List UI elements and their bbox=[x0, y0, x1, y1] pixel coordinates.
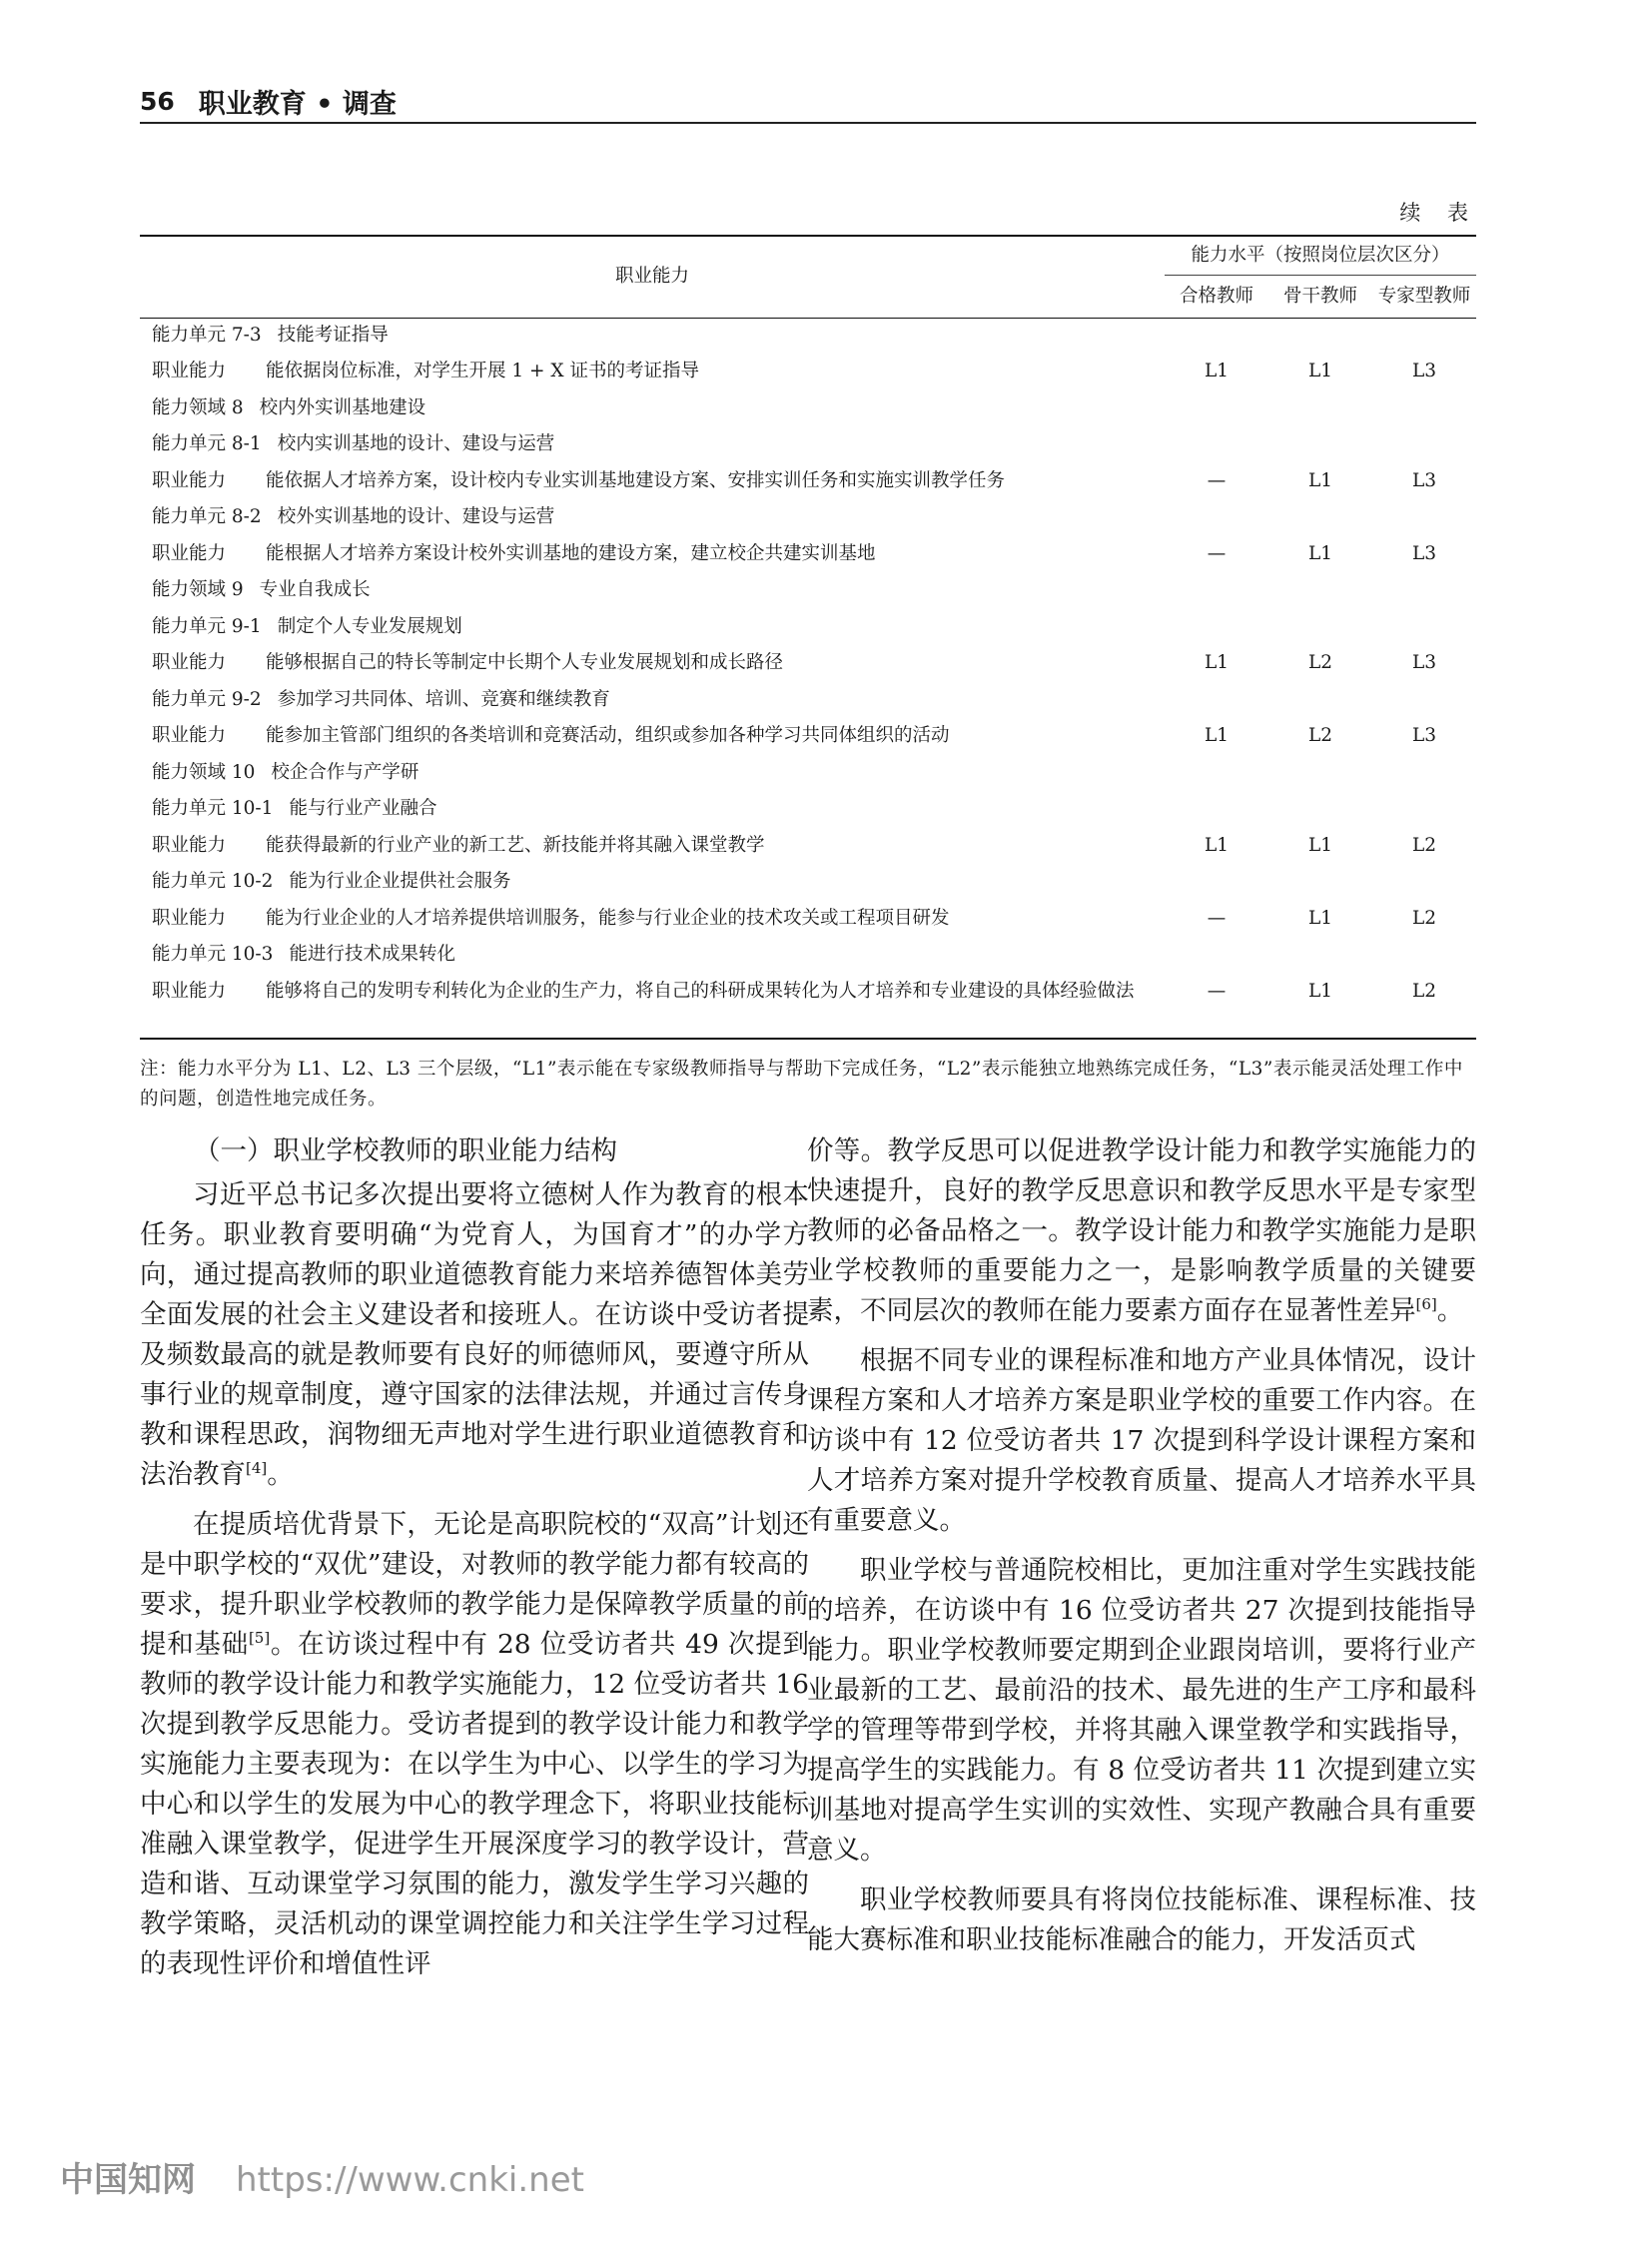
cnki-brand: 中国知网 bbox=[60, 2160, 196, 2200]
footer-watermark bbox=[60, 2152, 584, 2201]
competency-cell bbox=[140, 975, 1165, 1039]
table-row bbox=[140, 319, 1476, 356]
row-kind-label: 能力领域 9 bbox=[152, 579, 244, 600]
competency-cell bbox=[140, 829, 1165, 866]
table-body bbox=[140, 319, 1476, 1039]
row-description: 参加学习共同体、培训、竞赛和继续教育 bbox=[277, 688, 610, 710]
row-description: 校外实训基地的设计、建设与运营 bbox=[277, 506, 555, 527]
level-cell-backbone bbox=[1268, 865, 1372, 902]
row-kind-label: 能力单元 8-2 bbox=[152, 506, 262, 527]
competency-cell bbox=[140, 319, 1165, 356]
level-cell-qualified: — bbox=[1207, 469, 1227, 491]
level-cell-backbone bbox=[1268, 573, 1372, 610]
competency-cell bbox=[140, 792, 1165, 829]
level-cell-backbone bbox=[1268, 683, 1372, 720]
table-row bbox=[140, 573, 1476, 610]
level-cell-expert: L2 bbox=[1411, 907, 1437, 929]
table-row bbox=[140, 865, 1476, 902]
row-kind-label: 职业能力 bbox=[152, 980, 227, 1002]
paragraph-standards: 职业学校教师要具有将岗位技能标准、课程标准、技能大赛标准和职业技能标准融合的能力，开发活页式 bbox=[807, 1884, 1476, 1955]
citation-ref: [6] bbox=[1415, 1295, 1437, 1313]
page-number: 56 bbox=[140, 86, 175, 116]
row-description: 能根据人才培养方案设计校外实训基地的建设方案，建立校企共建实训基地 bbox=[266, 542, 876, 564]
row-description: 能够根据自己的特长等制定中长期个人专业发展规划和成长路径 bbox=[266, 652, 784, 673]
page-header bbox=[140, 80, 1476, 124]
table-row bbox=[140, 610, 1476, 647]
row-description: 校内实训基地的设计、建设与运营 bbox=[277, 433, 555, 454]
level-cell-expert bbox=[1372, 319, 1476, 356]
paragraph-reflection: 价等。教学反思可以促进教学设计能力和教学实施能力的快速提升，良好的教学反思意识和教学反思水平是专家型教师的必备品格之一。教学设计能力和教学实施能力是职业学校教师的重要能力之一，是影响教学质量的关键要素，不同层次的教师在能力要素方面存在显著性差异[6]。 bbox=[807, 1135, 1476, 1326]
level-cell-qualified bbox=[1165, 792, 1268, 829]
row-description: 校内外实训基地建设 bbox=[259, 396, 426, 418]
competency-cell bbox=[140, 464, 1165, 501]
row-kind-label: 能力单元 10-2 bbox=[152, 871, 274, 892]
level-cell-qualified bbox=[1165, 391, 1268, 428]
level-cell-backbone: L1 bbox=[1307, 834, 1333, 856]
level-cell-backbone: L1 bbox=[1307, 907, 1333, 929]
table-row bbox=[140, 792, 1476, 829]
competency-cell bbox=[140, 902, 1165, 939]
citation-ref: [4] bbox=[246, 1459, 268, 1477]
section-heading: （一）职业学校教师的职业能力结构 bbox=[194, 1135, 617, 1166]
competency-cell bbox=[140, 427, 1165, 464]
cnki-url[interactable]: https://www.cnki.net bbox=[236, 2160, 584, 2200]
table-row bbox=[140, 391, 1476, 428]
table-row bbox=[140, 500, 1476, 537]
row-description: 能够将自己的发明专利转化为企业的生产力，将自己的科研成果转化为人才培养和专业建设的具体经验做法 bbox=[266, 980, 1135, 1002]
row-kind-label: 职业能力 bbox=[152, 652, 227, 673]
level-cell-backbone bbox=[1268, 427, 1372, 464]
competency-cell bbox=[140, 938, 1165, 975]
row-description: 能为行业企业提供社会服务 bbox=[289, 871, 511, 892]
level-cell-qualified bbox=[1165, 938, 1268, 975]
row-description: 能进行技术成果转化 bbox=[289, 944, 455, 965]
header-level-backbone: 骨干教师 bbox=[1268, 276, 1372, 319]
level-cell-qualified bbox=[1165, 427, 1268, 464]
level-cell-qualified: — bbox=[1207, 542, 1227, 564]
level-cell-qualified: L1 bbox=[1204, 361, 1230, 381]
level-cell-expert bbox=[1372, 865, 1476, 902]
row-kind-label: 职业能力 bbox=[152, 361, 227, 381]
row-description: 能获得最新的行业产业的新工艺、新技能并将其融入课堂教学 bbox=[266, 834, 765, 856]
level-cell-backbone: L2 bbox=[1307, 652, 1333, 673]
level-cell-backbone bbox=[1268, 792, 1372, 829]
competency-cell bbox=[140, 719, 1165, 756]
level-cell-backbone: L2 bbox=[1307, 725, 1333, 746]
level-cell-expert bbox=[1372, 500, 1476, 537]
table-row bbox=[140, 646, 1476, 683]
level-cell-backbone: L1 bbox=[1307, 361, 1333, 381]
level-cell-qualified: L1 bbox=[1204, 652, 1230, 673]
row-description: 技能考证指导 bbox=[277, 325, 389, 346]
row-kind-label: 职业能力 bbox=[152, 542, 227, 564]
table-row bbox=[140, 719, 1476, 756]
row-kind-label: 能力单元 10-1 bbox=[152, 798, 274, 819]
header-level-expert: 专家型教师 bbox=[1372, 276, 1476, 319]
table-continued-label: 续 表 bbox=[1399, 201, 1478, 225]
row-kind-label: 职业能力 bbox=[152, 834, 227, 856]
level-cell-qualified bbox=[1165, 500, 1268, 537]
row-kind-label: 能力单元 7-3 bbox=[152, 325, 262, 346]
level-cell-qualified bbox=[1165, 683, 1268, 720]
competency-cell bbox=[140, 573, 1165, 610]
level-cell-backbone: L1 bbox=[1307, 469, 1333, 491]
competency-cell bbox=[140, 683, 1165, 720]
level-cell-expert bbox=[1372, 427, 1476, 464]
table-row bbox=[140, 427, 1476, 464]
table-row bbox=[140, 537, 1476, 574]
table-row bbox=[140, 902, 1476, 939]
competency-cell bbox=[140, 865, 1165, 902]
table-row bbox=[140, 829, 1476, 866]
level-cell-expert bbox=[1372, 610, 1476, 647]
level-cell-expert bbox=[1372, 573, 1476, 610]
table-note: 注：能力水平分为 L1、L2、L3 三个层级，“L1”表示能在专家级教师指导与帮助下完成任务，“L2”表示能独立地熟练完成任务，“L3”表示能灵活处理工作中的问题，创造性地完成任务。 bbox=[140, 1059, 1463, 1110]
citation-ref: [5] bbox=[248, 1629, 271, 1647]
row-kind-label: 职业能力 bbox=[152, 469, 227, 491]
table-row bbox=[140, 355, 1476, 391]
level-cell-expert bbox=[1372, 391, 1476, 428]
level-cell-backbone bbox=[1268, 756, 1372, 793]
level-cell-expert: L3 bbox=[1411, 361, 1437, 381]
row-kind-label: 能力单元 10-3 bbox=[152, 944, 274, 965]
level-cell-qualified bbox=[1165, 573, 1268, 610]
competency-cell bbox=[140, 355, 1165, 391]
header-level-qualified: 合格教师 bbox=[1165, 276, 1268, 319]
level-cell-backbone: L1 bbox=[1307, 542, 1333, 564]
row-description: 能为行业企业的人才培养提供培训服务，能参与行业企业的技术攻关或工程项目研发 bbox=[266, 907, 950, 929]
level-cell-expert bbox=[1372, 792, 1476, 829]
paragraph-moral-education: 习近平总书记多次提出要将立德树人作为教育的根本任务。职业教育要明确“为党育人，为国育才”的办学方向，通过提高教师的职业道德教育能力来培养德智体美劳全面发展的社会主义建设者和接班人。在访谈中受访者提及频数最高的就是教师要有良好的师德师风，要遵守所从事行业的规章制度，遵守国家的法律法规，并通过言传身教和课程思政，润物细无声地对学生进行职业道德教育和法治教育[4]。 bbox=[140, 1179, 809, 1490]
competency-cell bbox=[140, 500, 1165, 537]
level-cell-backbone bbox=[1268, 938, 1372, 975]
level-cell-qualified bbox=[1165, 319, 1268, 356]
level-cell-expert: L2 bbox=[1411, 834, 1437, 856]
level-cell-backbone bbox=[1268, 610, 1372, 647]
row-kind-label: 职业能力 bbox=[152, 725, 227, 746]
level-cell-expert: L2 bbox=[1372, 975, 1476, 1039]
paragraph-practice-skills: 职业学校与普通院校相比，更加注重对学生实践技能的培养，在访谈中有 16 位受访者共 27 次提到技能指导能力。职业学校教师要定期到企业跟岗培训，要将行业产业最新的工艺、最前沿的技术、最先进的生产工序和最科学的管理等带到学校，并将其融入课堂教学和实践指导，提高学生的实践能力。有 8 位受访者共 11 次提到建立实训基地对提高学生实训的实效性、实现产教融合具有重要意义。 bbox=[807, 1555, 1476, 1866]
row-kind-label: 职业能力 bbox=[152, 907, 227, 929]
right-column bbox=[807, 1131, 1476, 1970]
level-cell-expert bbox=[1372, 938, 1476, 975]
level-cell-expert: L3 bbox=[1411, 469, 1437, 491]
row-kind-label: 能力领域 10 bbox=[152, 761, 256, 783]
row-description: 校企合作与产学研 bbox=[271, 761, 419, 783]
level-cell-backbone bbox=[1268, 391, 1372, 428]
competency-cell bbox=[140, 646, 1165, 683]
level-cell-expert: L3 bbox=[1411, 542, 1437, 564]
level-cell-expert bbox=[1372, 756, 1476, 793]
row-description: 能依据人才培养方案，设计校内专业实训基地建设方案、安排实训任务和实施实训教学任务 bbox=[266, 469, 1006, 491]
level-cell-qualified: — bbox=[1165, 975, 1268, 1039]
row-kind-label: 能力单元 9-2 bbox=[152, 688, 262, 710]
level-cell-expert: L3 bbox=[1411, 725, 1437, 746]
table-row bbox=[140, 464, 1476, 501]
table-row bbox=[140, 975, 1476, 1039]
table-row bbox=[140, 756, 1476, 793]
paragraph-curriculum: 根据不同专业的课程标准和地方产业具体情况，设计课程方案和人才培养方案是职业学校的重要工作内容。在访谈中有 12 位受访者共 17 次提到科学设计课程方案和人才培养方案对提升学校教育质量、提高人才培养水平具有重要意义。 bbox=[807, 1345, 1476, 1536]
left-column bbox=[140, 1131, 809, 1994]
competency-cell bbox=[140, 756, 1165, 793]
competency-cell bbox=[140, 391, 1165, 428]
row-description: 能参加主管部门组织的各类培训和竞赛活动，组织或参加各种学习共同体组织的活动 bbox=[266, 725, 950, 746]
level-cell-qualified bbox=[1165, 756, 1268, 793]
level-cell-backbone bbox=[1268, 500, 1372, 537]
level-cell-qualified: — bbox=[1207, 907, 1227, 929]
competency-cell bbox=[140, 537, 1165, 574]
journal-section-title: 职业教育 • 调查 bbox=[198, 88, 397, 120]
row-kind-label: 能力单元 8-1 bbox=[152, 433, 262, 454]
level-cell-expert: L3 bbox=[1411, 652, 1437, 673]
competency-cell bbox=[140, 610, 1165, 647]
header-competency: 职业能力 bbox=[140, 236, 1165, 319]
row-description: 制定个人专业发展规划 bbox=[277, 615, 462, 637]
level-cell-qualified bbox=[1165, 865, 1268, 902]
table-row bbox=[140, 683, 1476, 720]
row-kind-label: 能力领域 8 bbox=[152, 396, 244, 418]
level-cell-qualified: L1 bbox=[1204, 834, 1230, 856]
level-cell-qualified bbox=[1165, 610, 1268, 647]
table-row bbox=[140, 938, 1476, 975]
row-description: 能与行业产业融合 bbox=[289, 798, 437, 819]
level-cell-qualified: L1 bbox=[1204, 725, 1230, 746]
row-description: 专业自我成长 bbox=[259, 579, 371, 600]
level-cell-expert bbox=[1372, 683, 1476, 720]
header-level-group: 能力水平（按照岗位层次区分） bbox=[1165, 236, 1476, 276]
paragraph-teaching-ability: 在提质培优背景下，无论是高职院校的“双高”计划还是中职学校的“双优”建设，对教师的教学能力都有较高的要求，提升职业学校教师的教学能力是保障教学质量的前提和基础[5]。在访谈过程中有 28 位受访者共 49 次提到教师的教学设计能力和教学实施能力，12 位受访者共 16 次提到教学反思能力。受访者提到的教学设计能力和教学实施能力主要表现为：在以学生为中心、以学生的学习为中心和以学生的发展为中心的教学理念下，将职业技能标准融入课堂教学，促进学生开展深度学习的教学设计，营造和谐、互动课堂学习氛围的能力，激发学生学习兴趣的教学策略，灵活机动的课堂调控能力和关注学生学习过程的表现性评价和增值性评 bbox=[140, 1509, 809, 1979]
level-cell-backbone: L1 bbox=[1268, 975, 1372, 1039]
row-kind-label: 能力单元 9-1 bbox=[152, 615, 262, 637]
row-description: 能依据岗位标准，对学生开展 1 + X 证书的考证指导 bbox=[266, 361, 699, 381]
level-cell-backbone bbox=[1268, 319, 1372, 356]
competency-table bbox=[140, 235, 1476, 1040]
